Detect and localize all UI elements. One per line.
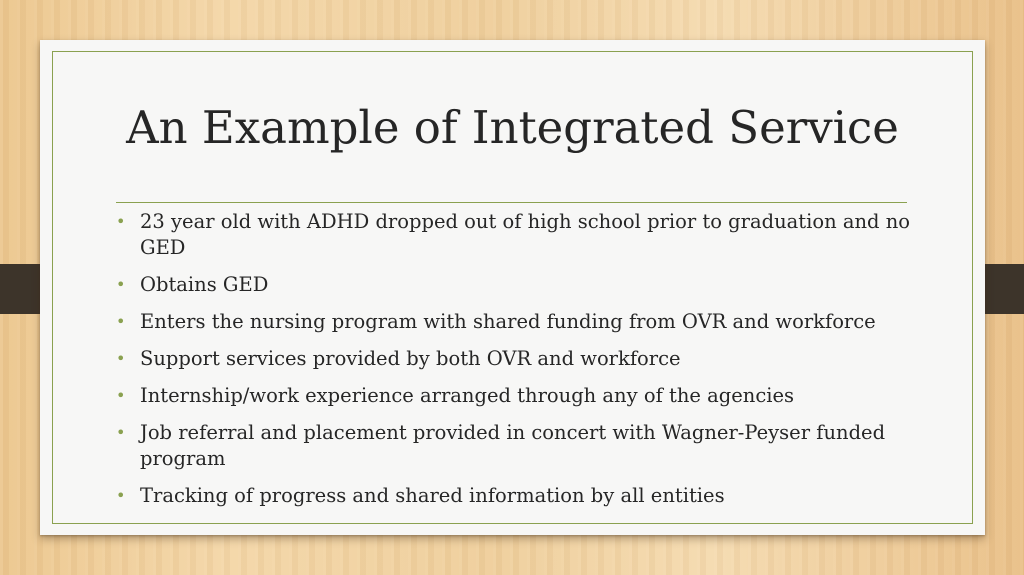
bullet-item: [114, 483, 914, 509]
bullet-text: Support services provided by both OVR and workforce: [140, 347, 681, 370]
bullet-list: [114, 209, 914, 520]
bullet-icon: •: [116, 349, 126, 368]
bullet-text: 23 year old with ADHD dropped out of high school prior to graduation and no GED: [140, 210, 911, 259]
slide-card: [40, 40, 985, 535]
bullet-text: Enters the nursing program with shared funding from OVR and workforce: [140, 310, 876, 333]
bullet-icon: •: [116, 275, 126, 294]
bullet-item: [114, 309, 914, 335]
bullet-text: Tracking of progress and shared information by all entities: [140, 484, 725, 507]
bullet-text: Internship/work experience arranged through any of the agencies: [140, 384, 795, 407]
bullet-item: [114, 420, 914, 472]
bullet-item: [114, 209, 914, 261]
slide-title: An Example of Integrated Service: [126, 101, 899, 154]
bullet-item: [114, 346, 914, 372]
bullet-icon: •: [116, 312, 126, 331]
bullet-text: Job referral and placement provided in concert with Wagner-Peyser funded program: [140, 421, 886, 470]
bullet-icon: •: [116, 212, 126, 231]
bullet-text: Obtains GED: [140, 273, 269, 296]
bullet-icon: •: [116, 386, 126, 405]
bullet-item: [114, 383, 914, 409]
bullet-icon: •: [116, 486, 126, 505]
bullet-item: [114, 272, 914, 298]
title-divider: [116, 202, 907, 203]
bullet-icon: •: [116, 423, 126, 442]
